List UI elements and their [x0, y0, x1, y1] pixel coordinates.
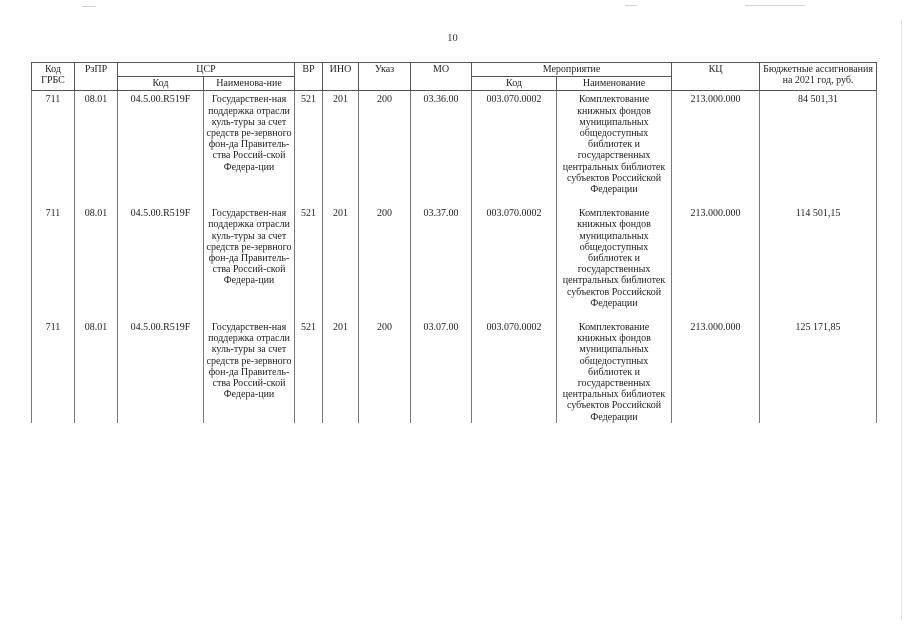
right-scan-edge — [901, 20, 902, 620]
cell-budget: 114 501,15 — [760, 196, 877, 310]
table-header — [32, 63, 877, 91]
cell-kc: 213.000.000 — [672, 310, 760, 423]
cell-rzpr: 08.01 — [75, 91, 118, 196]
cell-csr-name: Государствен-ная поддержка отрасли куль-туры за счет средств ре-зервного фон-да Правитель-ства Россий-ской Федера-ции — [204, 91, 295, 196]
cell-rzpr: 08.01 — [75, 196, 118, 310]
header-ino: ИНО — [323, 63, 359, 91]
cell-mer-kod: 003.070.0002 — [472, 91, 557, 196]
table-row — [32, 310, 877, 423]
budget-allocation-table — [31, 62, 877, 423]
cell-ukaz: 200 — [359, 196, 411, 310]
cell-vr: 521 — [295, 196, 323, 310]
top-scan-mark-mid — [625, 5, 637, 6]
cell-mer-name: Комплектование книжных фондов муниципальных общедоступных библиотек и государственных центральных библиотек субъектов Российской Федерации — [557, 91, 672, 196]
cell-kod-grbs: 711 — [32, 310, 75, 423]
cell-mo: 03.07.00 — [411, 310, 472, 423]
header-kod-grbs: Код ГРБС — [32, 63, 75, 91]
cell-csr-name: Государствен-ная поддержка отрасли куль-туры за счет средств ре-зервного фон-да Правитель-ства Россий-ской Федера-ции — [204, 310, 295, 423]
top-scan-mark-left — [82, 6, 96, 7]
header-mo: МО — [411, 63, 472, 91]
cell-mer-name: Комплектование книжных фондов муниципальных общедоступных библиотек и государственных центральных библиотек субъектов Российской Федерации — [557, 196, 672, 310]
cell-rzpr: 08.01 — [75, 310, 118, 423]
header-csr-name: Наименова-ние — [204, 77, 295, 91]
table-row — [32, 196, 877, 310]
cell-mo: 03.36.00 — [411, 91, 472, 196]
header-mer-kod: Код — [472, 77, 557, 91]
cell-csr-kod: 04.5.00.R519F — [118, 196, 204, 310]
top-scan-mark-right — [745, 5, 805, 6]
cell-ino: 201 — [323, 91, 359, 196]
cell-mer-name: Комплектование книжных фондов муниципальных общедоступных библиотек и государственных центральных библиотек субъектов Российской Федерации — [557, 310, 672, 423]
cell-mer-kod: 003.070.0002 — [472, 310, 557, 423]
header-kc: КЦ — [672, 63, 760, 91]
header-budget: Бюджетные ассигнования на 2021 год, руб. — [760, 63, 877, 91]
header-mer-name: Наименование — [557, 77, 672, 91]
cell-csr-kod: 04.5.00.R519F — [118, 91, 204, 196]
cell-kc: 213.000.000 — [672, 196, 760, 310]
cell-kc: 213.000.000 — [672, 91, 760, 196]
header-csr-kod: Код — [118, 77, 204, 91]
cell-ino: 201 — [323, 310, 359, 423]
header-rzpr: РзПР — [75, 63, 118, 91]
cell-csr-name: Государствен-ная поддержка отрасли куль-туры за счет средств ре-зервного фон-да Правитель-ства Россий-ской Федера-ции — [204, 196, 295, 310]
page-number: 10 — [447, 33, 458, 44]
cell-csr-kod: 04.5.00.R519F — [118, 310, 204, 423]
cell-kod-grbs: 711 — [32, 91, 75, 196]
cell-budget: 84 501,31 — [760, 91, 877, 196]
cell-vr: 521 — [295, 91, 323, 196]
cell-ukaz: 200 — [359, 310, 411, 423]
cell-ukaz: 200 — [359, 91, 411, 196]
cell-budget: 125 171,85 — [760, 310, 877, 423]
cell-ino: 201 — [323, 196, 359, 310]
table-row — [32, 91, 877, 196]
header-ukaz: Указ — [359, 63, 411, 91]
cell-vr: 521 — [295, 310, 323, 423]
header-meropriyatie: Мероприятие — [472, 63, 672, 77]
header-vr: ВР — [295, 63, 323, 91]
cell-mer-kod: 003.070.0002 — [472, 196, 557, 310]
cell-kod-grbs: 711 — [32, 196, 75, 310]
cell-mo: 03.37.00 — [411, 196, 472, 310]
header-csr: ЦСР — [118, 63, 295, 77]
